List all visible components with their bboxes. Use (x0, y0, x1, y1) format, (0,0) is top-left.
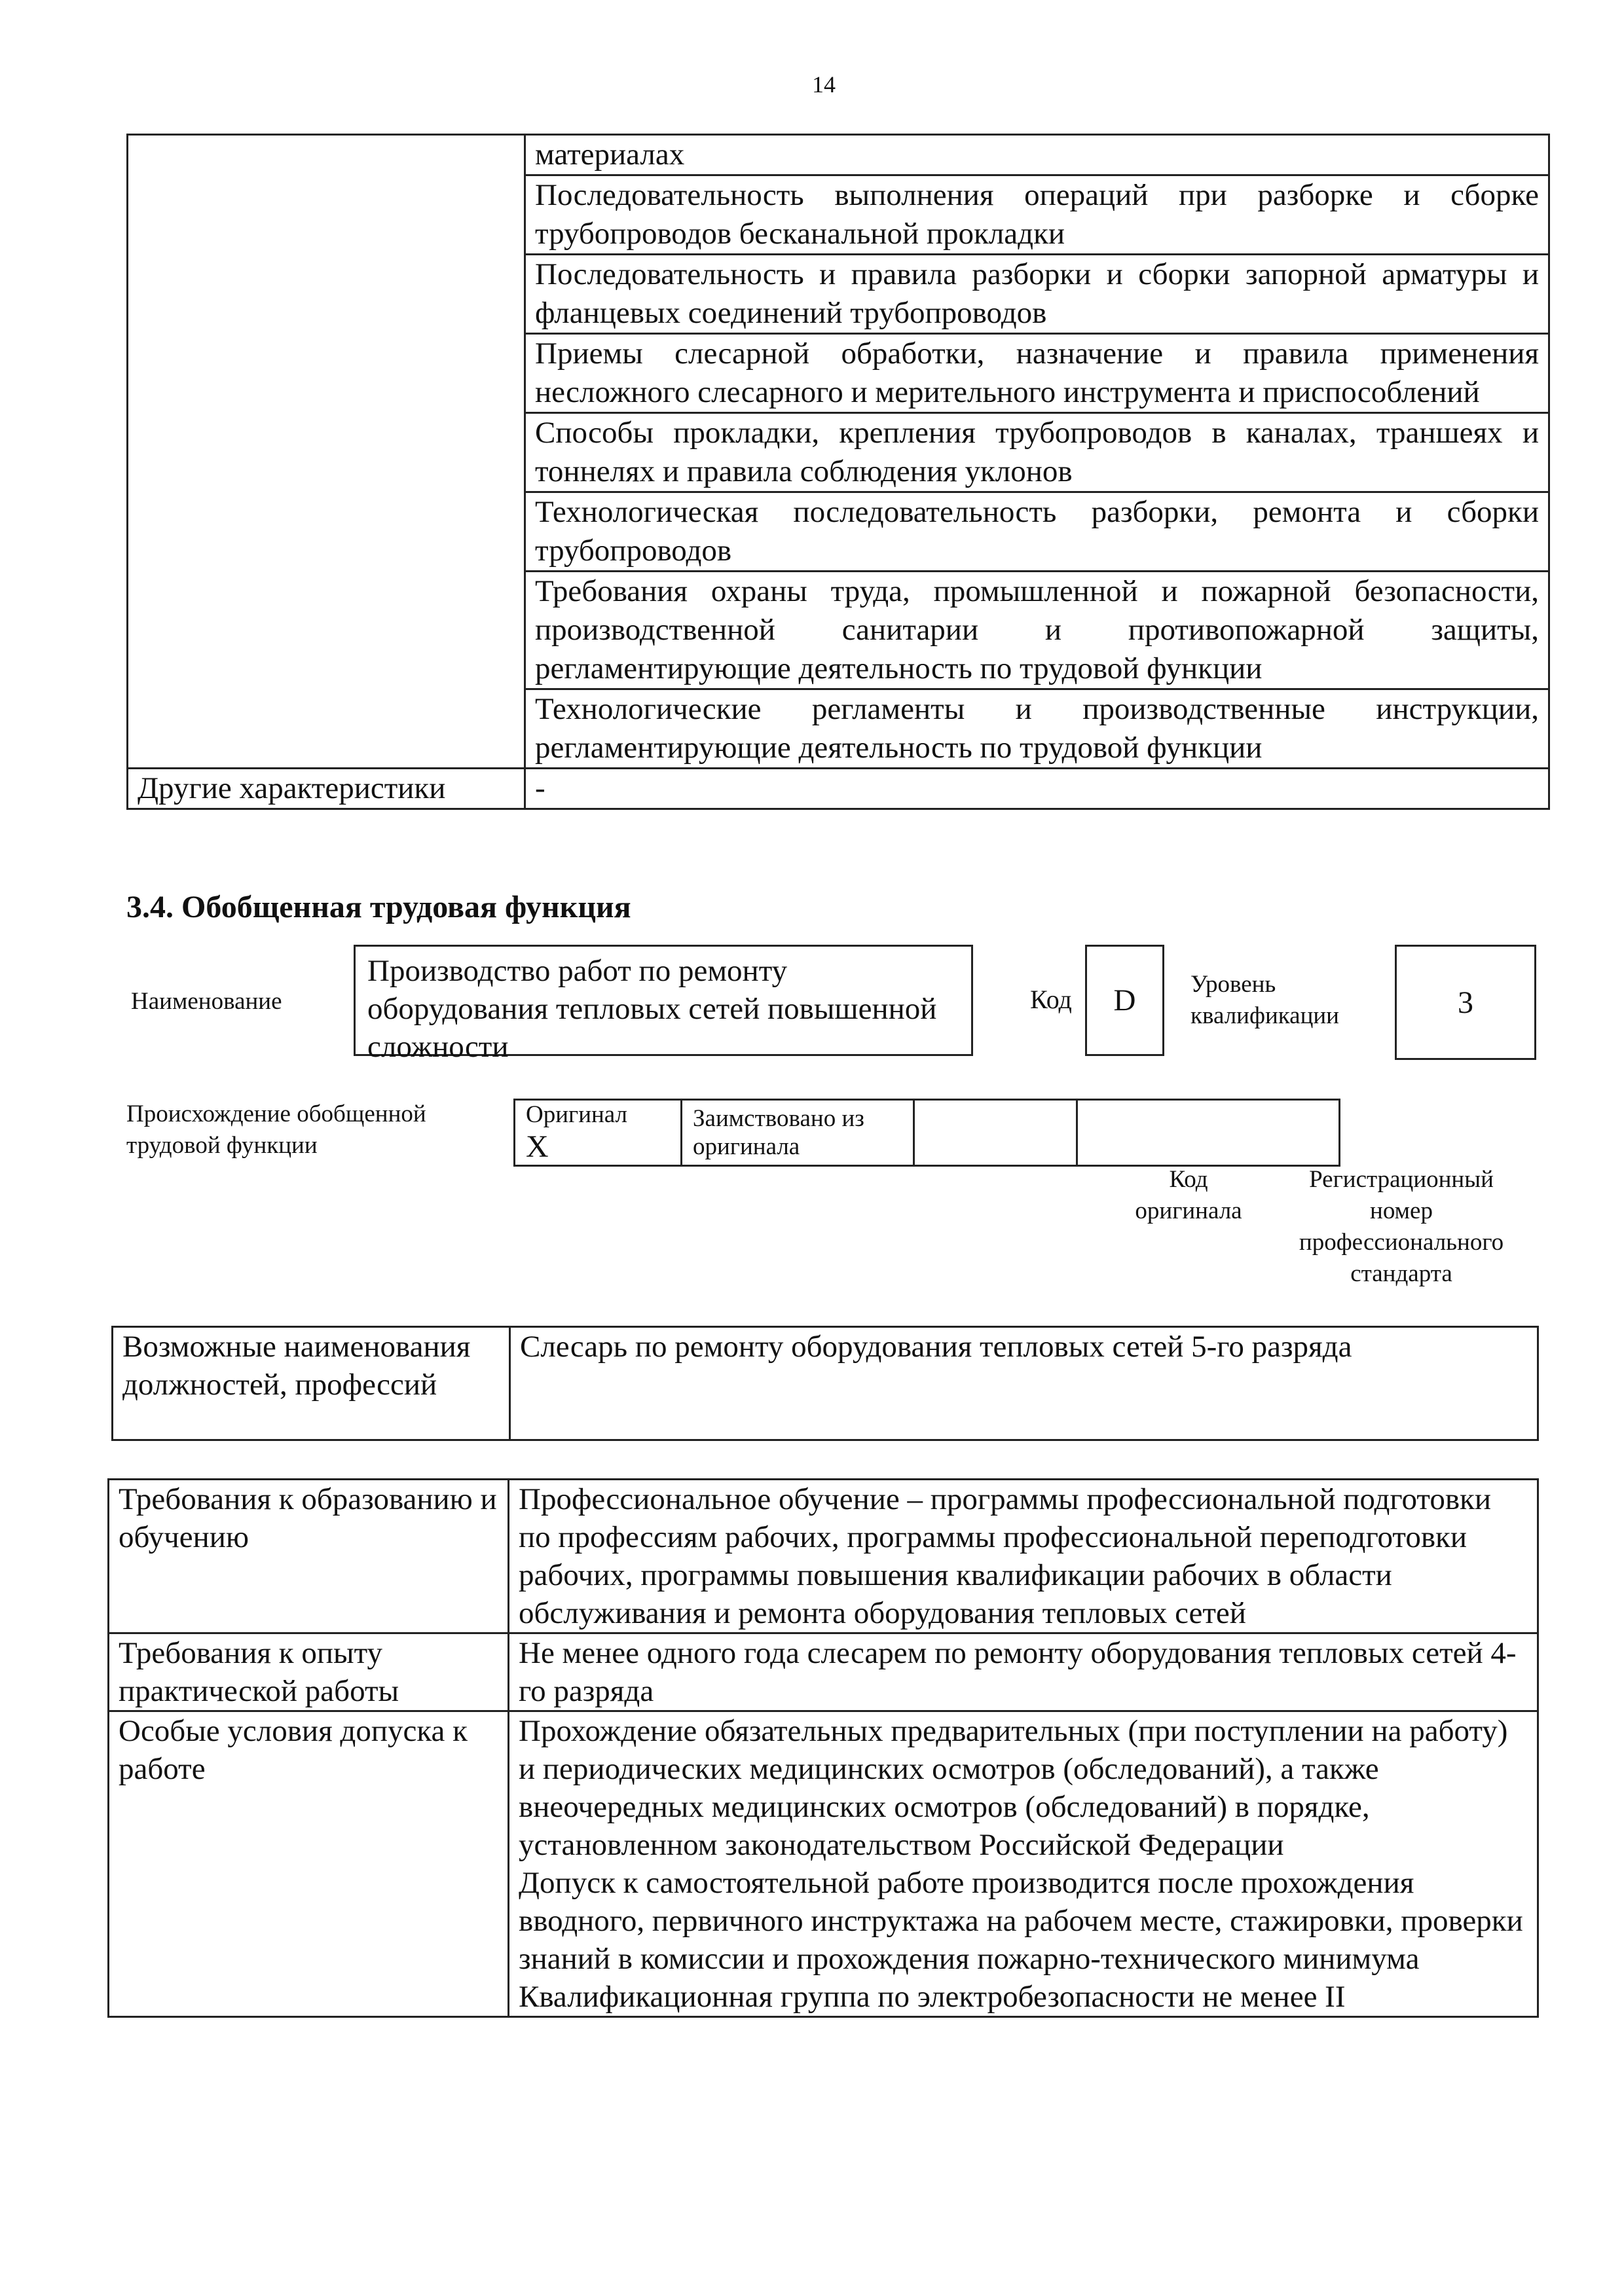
page-number: 14 (812, 71, 836, 98)
table-row (109, 1711, 1538, 2017)
registration-number-caption: Регистрационный номер профессионального стандарта (1299, 1166, 1504, 1287)
knowledge-item: Технологическая последовательность разборки, ремонта и сборки трубопроводов (525, 492, 1549, 572)
requirements-table (107, 1478, 1539, 2018)
table-row (109, 1633, 1538, 1711)
knowledge-item: Последовательность и правила разборки и сборки запорной арматуры и фланцевых соединений трубопроводов (525, 255, 1549, 334)
education-requirements-label: Требования к образованию и обучению (109, 1480, 509, 1633)
admission-conditions-value (509, 1711, 1538, 2017)
origin-label (126, 1099, 493, 1161)
name-label: Наименование (131, 988, 282, 1015)
level-value-box: 3 (1395, 945, 1536, 1060)
other-characteristics-label: Другие характеристики (128, 769, 525, 809)
knowledge-item: Технологические регламенты и производственные инструкции, регламентирующие деятельность по трудовой функции (525, 689, 1549, 769)
function-name-box: Производство работ по ремонту оборудования тепловых сетей повышенной сложности (354, 945, 973, 1056)
positions-value: Слесарь по ремонту оборудования тепловых сетей 5-го разряда (510, 1327, 1538, 1440)
knowledge-item: Требования охраны труда, промышленной и пожарной безопасности, производственной санитарии и противопожарной защиты, регламентирующие деятельность по трудовой функции (525, 572, 1549, 689)
table-row (515, 1100, 1340, 1166)
admission-condition-line: Допуск к самостоятельной работе производится после прохождения вводного, первичного инструктажа на рабочем месте, стажировки, проверки знаний в комиссии и прохождения пожарно-технического минимума (519, 1866, 1523, 1976)
experience-requirements-label: Требования к опыту практической работы (109, 1633, 509, 1711)
experience-requirements-value: Не менее одного года слесарем по ремонту оборудования тепловых сетей 4-го разряда (509, 1633, 1538, 1711)
other-characteristics-value: - (525, 769, 1549, 809)
table-row (128, 769, 1549, 809)
knowledge-label-cell (128, 135, 525, 769)
knowledge-table (126, 134, 1550, 810)
admission-conditions-label: Особые условия допуска к работе (109, 1711, 509, 2017)
origin-table (513, 1099, 1340, 1167)
origin-original-label: Оригинал (526, 1101, 628, 1128)
origin-original-cell (515, 1100, 682, 1166)
origin-mark: X (526, 1129, 549, 1164)
origin-code-cell (914, 1100, 1077, 1166)
origin-label-text: Происхождение обобщенной трудовой функции (126, 1101, 426, 1159)
knowledge-item: материалах (525, 135, 1549, 175)
positions-label: Возможные наименования должностей, профессий (113, 1327, 510, 1440)
positions-table (111, 1326, 1539, 1441)
level-label-text: Уровень квалификации (1190, 971, 1339, 1029)
code-label: Код (1030, 985, 1072, 1014)
section-title: 3.4. Обобщенная трудовая функция (126, 890, 631, 924)
table-row (128, 135, 1549, 175)
admission-condition-line: Квалификационная группа по электробезопасности не менее II (519, 1980, 1346, 2014)
knowledge-item: Способы прокладки, крепления трубопроводов в каналах, траншеях и тоннелях и правила соблюдения уклонов (525, 413, 1549, 492)
table-row (109, 1480, 1538, 1633)
education-requirements-value: Профессиональное обучение – программы профессиональной подготовки по профессиям рабочих, программы профессиональной переподготовки рабочих, программы повышения квалификации рабочих в области обслуживания и ремонта оборудования тепловых сетей (509, 1480, 1538, 1633)
code-original-caption-text: Код оригинала (1135, 1166, 1242, 1224)
knowledge-item: Последовательность выполнения операций при разборке и сборке трубопроводов бесканальной прокладки (525, 175, 1549, 255)
origin-reg-number-cell (1077, 1100, 1340, 1166)
admission-condition-line: Прохождение обязательных предварительных (при поступлении на работу) и периодических медицинских осмотров (обследований), а также внеочередных медицинских осмотров (обследований) в порядке, установленном законодательством Российской Федерации (519, 1714, 1508, 1862)
table-row (113, 1327, 1538, 1440)
origin-borrowed-cell: Заимствовано из оригинала (682, 1100, 914, 1166)
level-label (1190, 969, 1361, 1032)
code-value-box: D (1085, 945, 1164, 1056)
code-original-caption (1113, 1164, 1264, 1227)
knowledge-item: Приемы слесарной обработки, назначение и правила применения несложного слесарного и мерительного инструмента и приспособлений (525, 334, 1549, 413)
